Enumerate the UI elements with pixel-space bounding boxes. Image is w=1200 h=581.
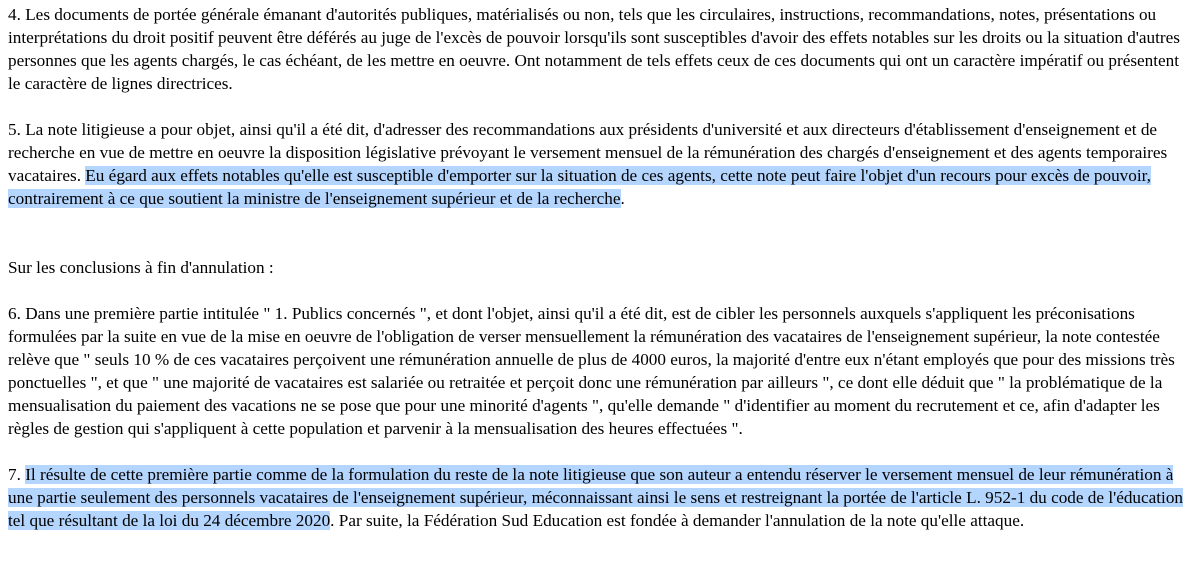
paragraph-7 [8, 463, 1192, 532]
paragraph-5-highlighted-text: Eu égard aux effets notables qu'elle est susceptible d'emporter sur la situation de ces agents, cette note peut faire l'objet d'un recours pour excès de pouvoir, contrairement à ce que soutient la ministre de l'enseignement supérieur et de la recherche [8, 166, 1151, 208]
paragraph-5 [8, 118, 1192, 210]
paragraph-5-text: 5. La note litigieuse a pour objet, ainsi qu'il a été dit, d'adresser des recommandations aux présidents d'université et aux directeurs d'établissement d'enseignement et de recherche en vue de mettre en oeuvre la disposition législative prévoyant le versement mensuel de la rémunération des chargés d'enseignement et des agents temporaires vacataires. [8, 120, 1168, 185]
paragraph-7-number: 7. [8, 465, 26, 484]
paragraph-4-text: 4. Les documents de portée générale émanant d'autorités publiques, matérialisés ou non, tels que les circulaires, instructions, recommandations, notes, présentations ou interprétations du droit positif peuvent être déférés au juge de l'excès de pouvoir lorsqu'ils sont susceptibles d'avoir des effets notables sur les droits ou la situation d'autres personnes que les agents chargés, le cas échéant, de les mettre en oeuvre. Ont notamment de tels effets ceux de ces documents qui ont un caractère impératif ou présentent le caractère de lignes directrices. [8, 5, 1180, 93]
paragraph-4 [8, 3, 1192, 95]
paragraph-5-tail: . [620, 189, 625, 208]
paragraph-7-tail: . Par suite, la Fédération Sud Education est fondée à demander l'annulation de la note qu'elle attaque. [330, 511, 1025, 530]
section-heading [8, 256, 1192, 279]
paragraph-6-text: 6. Dans une première partie intitulée " 1. Publics concernés ", et dont l'objet, ainsi qu'il a été dit, est de cibler les personnels auxquels s'appliquent les préconisations formulées par la suite en vue de la mise en oeuvre de l'obligation de verser mensuellement la rémunération des vacataires de l'enseignement supérieur, la note contestée relève que " seuls 10 % de ces vacataires perçoivent une rémunération annuelle de plus de 4000 euros, la majorité d'entre eux n'étant employés que pour des missions très ponctuelles ", et que " une majorité de vacataires est salariée ou retraitée et perçoit donc une rémunération par ailleurs ", ce dont elle déduit que " la problématique de la mensualisation du paiement des vacations ne se pose que pour une minorité d'agents ", qu'elle demande " d'identifier au moment du recrutement et ce, afin d'adapter les règles de gestion qui s'appliquent à cette population et parvenir à la mensualisation des heures effectuées ". [8, 304, 1175, 438]
paragraph-6 [8, 302, 1192, 440]
paragraph-7-highlighted-text: Il résulte de cette première partie comme de la formulation du reste de la note litigieuse que son auteur a entendu réserver le versement mensuel de leur rémunération à une partie seulement des personnels vacataires de l'enseignement supérieur, méconnaissant ainsi le sens et restreignant la portée de l'article L. 952-1 du code de l'éducation tel que résultant de la loi du 24 décembre 2020 [8, 465, 1184, 530]
section-heading-text: Sur les conclusions à fin d'annulation : [8, 258, 274, 277]
